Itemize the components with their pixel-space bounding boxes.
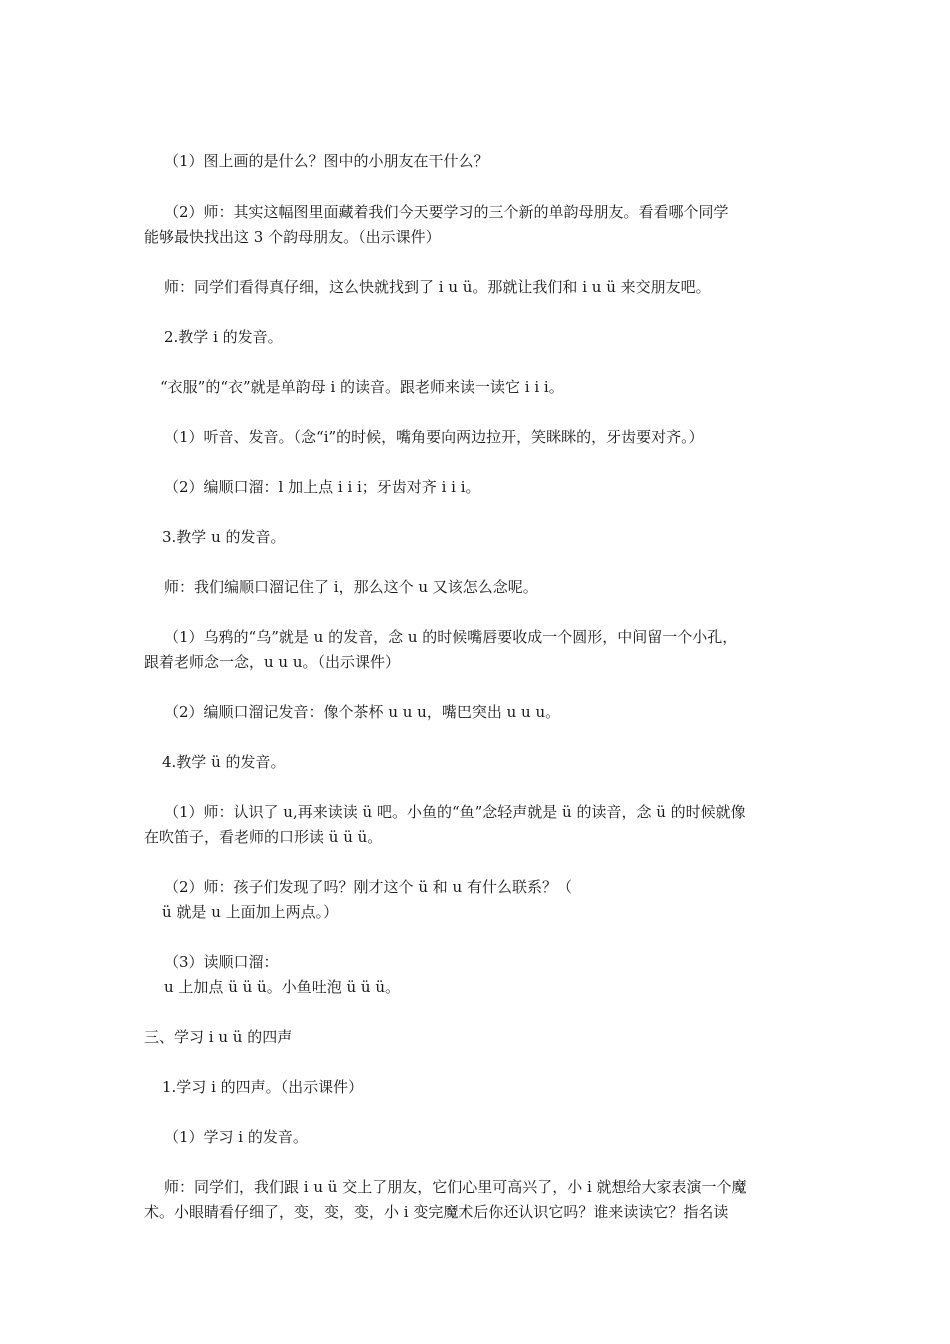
section-heading: 4.教学 ü 的发音。 [162,753,286,771]
paragraph-line: （1）师：认识了 u,再来读读 ü 吧。小鱼的“鱼”念轻声就是 ü 的读音，念 ü 的时候就像 [164,803,746,821]
paragraph-line: 术。小眼睛看仔细了，变，变，变，小 i 变完魔术后你还认识它吗？谁来读读它？指名读 [144,1203,729,1221]
paragraph-line: （2）师：其实这幅图里面藏着我们今天要学习的三个新的单韵母朋友。看看哪个同学 [164,203,729,221]
paragraph-line: 师：我们编顺口溜记住了 i，那么这个 u 又该怎么念呢。 [164,578,538,596]
paragraph-line: （2）编顺口溜：l 加上点 i i i；牙齿对齐 i i i。 [164,478,481,496]
paragraph-line: 跟着老师念一念，u u u。（出示课件） [144,653,401,671]
paragraph-line: （1）听音、发音。（念“i”的时候，嘴角要向两边拉开，笑眯眯的，牙齿要对齐。） [164,428,704,446]
paragraph-line: 能够最快找出这 3 个韵母朋友。（出示课件） [144,228,441,246]
paragraph-line: （1）图上画的是什么？图中的小朋友在干什么？ [164,152,489,170]
paragraph-line: 师：同学们看得真仔细，这么快就找到了 i u ü。那就让我们和 i u ü 来交朋友吧。 [164,278,711,296]
section-heading: 3.教学 u 的发音。 [162,528,286,546]
paragraph-line: “衣服”的“衣”就是单韵母 i 的读音。跟老师来读一读它 i i i。 [160,378,564,396]
paragraph-line: （2）师：孩子们发现了吗？刚才这个 ü 和 u 有什么联系？（ [164,878,572,896]
paragraph-line: ü 就是 u 上面加上两点。） [162,903,339,921]
paragraph-line: （1）乌鸦的“乌”就是 u 的发音，念 u 的时候嘴唇要收成一个圆形，中间留一个小孔， [164,628,738,646]
paragraph-line: u 上加点 ü ü ü。小鱼吐泡 ü ü ü。 [164,978,401,996]
section-heading: 三、学习 i u ü 的四声 [144,1028,293,1046]
paragraph-line: 在吹笛子，看老师的口形读 ü ü ü。 [144,828,383,846]
paragraph-line: （2）编顺口溜记发音：像个茶杯 u u u，嘴巴突出 u u u。 [164,703,561,721]
paragraph-line: （1）学习 i 的发音。 [164,1128,308,1146]
section-heading: 1.学习 i 的四声。（出示课件） [162,1078,364,1096]
paragraph-line: （3）读顺口溜： [164,953,279,971]
section-heading: 2.教学 i 的发音。 [164,328,283,346]
paragraph-line: 师：同学们，我们跟 i u ü 交上了朋友，它们心里可高兴了，小 i 就想给大家表演一个魔 [164,1178,747,1196]
